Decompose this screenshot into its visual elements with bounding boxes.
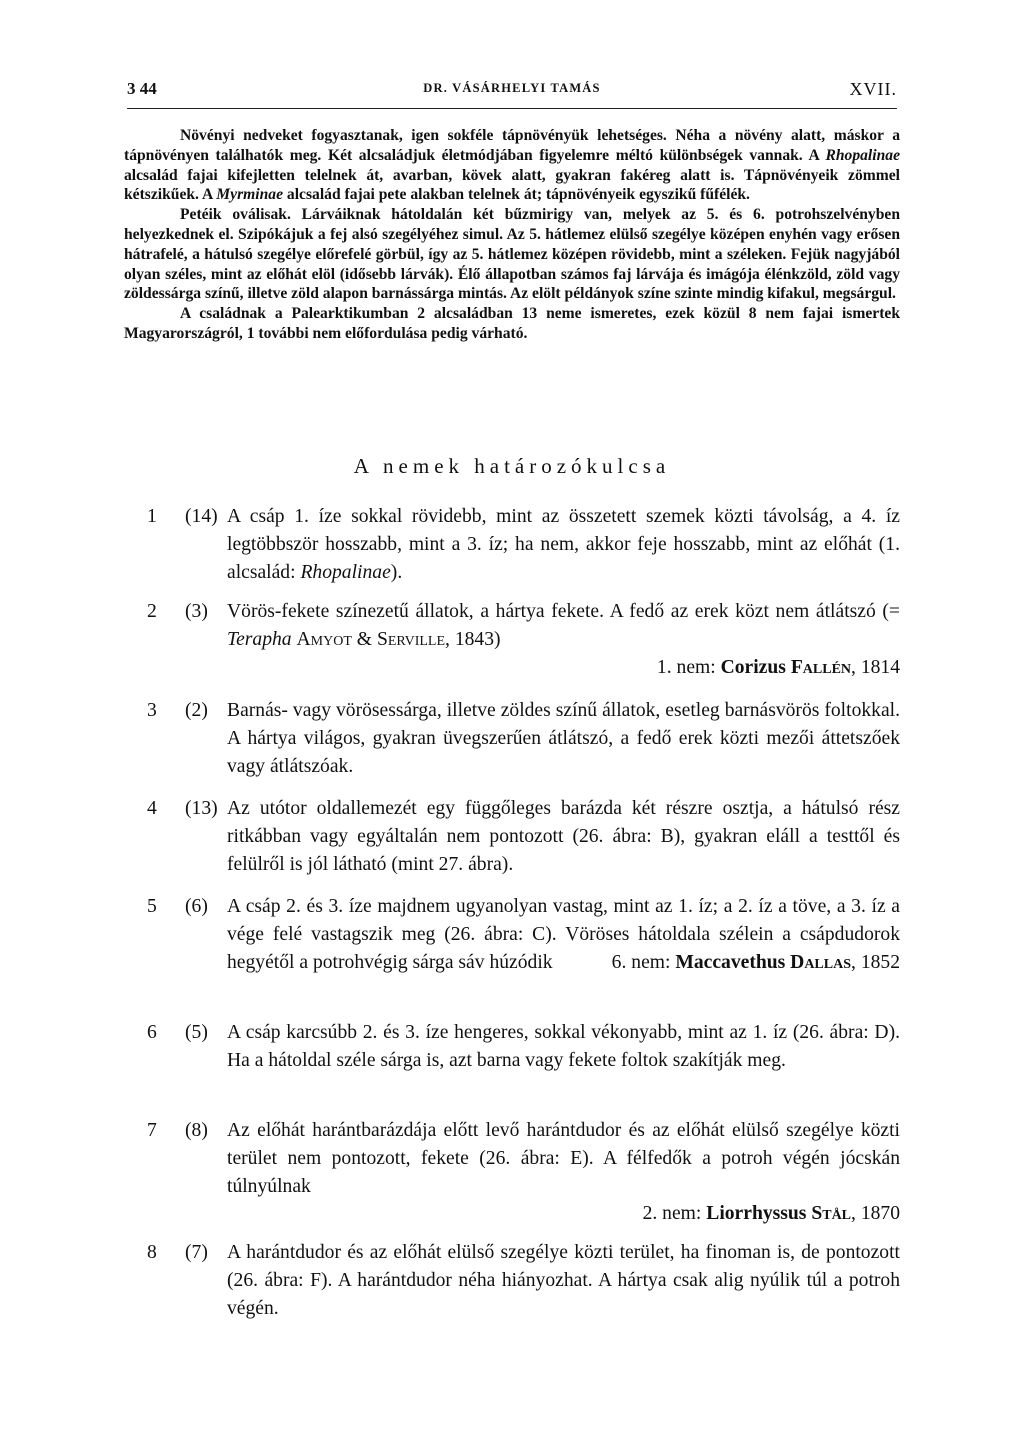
couplet-text: Barnás- vagy vörösessárga, illetve zöldes színű állatok, esetleg barnásvörös foltokkal. A hártya világos, gyakran üvegszerűen átlátszó, a fedő erek közti mezői áttetszőek vagy átlátszóak. <box>227 700 900 777</box>
taxon-myrminae: Myrminae <box>216 186 284 204</box>
couplet-reference: (3) <box>185 601 208 622</box>
key-couplet-8 <box>124 1239 900 1322</box>
couplet-text: A csáp 1. íze sokkal rövidebb, mint az összetett szemek közti távolság, a 4. íz legtöbbször hosszabb, mint a 3. íz; ha nem, akkor feje hosszabb, mint az előhát (1. alcsalád: Rhopalinae). <box>227 506 900 583</box>
key-couplet-5 <box>124 893 900 976</box>
couplet-number: 7 <box>147 1120 157 1141</box>
couplet-text: Az utótor oldallemezét egy függőleges barázda két részre osztja, a hátulsó rész ritkábban vagy egyáltalán nem pontozott (26. ábra: B), gyakran eláll a testtől és felülről is jól látható (mint 27. ábra). <box>227 798 900 875</box>
running-head <box>127 77 897 103</box>
page-number: 3 44 <box>127 79 157 98</box>
running-head-author: DR. VÁSÁRHELYI TAMÁS <box>423 81 601 95</box>
couplet-text: A csáp karcsúbb 2. és 3. íze hengeres, sokkal vékonyabb, mint az 1. íz (26. ábra: D). Ha a hátoldal széle sárga is, azt barna vagy fekete foltok szakítják meg. <box>227 1022 900 1071</box>
intro-paragraph-3: A családnak a Palearktikumban 2 alcsaládban 13 neme ismeretes, ezek közül 8 nem fajai ismertek Magyarországról, 1 további nem előfordulása pedig várható. <box>124 305 900 342</box>
genus-name: 6. nem: Maccavethus Dallas, 1852 <box>611 951 900 973</box>
couplet-number: 3 <box>147 700 157 721</box>
taxon-rhopalinae: Rhopalinae <box>825 146 900 164</box>
genus-name: 1. nem: Corizus Fallén, 1814 <box>656 656 900 678</box>
intro-paragraph-1: Növényi nedveket fogyasztanak, igen sokféle tápnövényük lehetséges. Néha a növény alatt, máskor a tápnövényen találhatók meg. Két alcsaládjuk életmódjában figyelemre méltó különbségek vannak. A Rhopalinae alcsalád fajai kifejletten telelnek át, avarban, kövek alatt, gyakran fakéreg alatt is. Tápnövényeik zömmel kétszikűek. A Myrminae alcsalád fajai pete alakban telelnek át; tápnövényeik egyszikű fűfélék. <box>124 127 900 204</box>
key-couplet-2 <box>124 598 900 681</box>
couplet-reference: (13) <box>185 798 218 819</box>
couplet-number: 4 <box>147 798 157 819</box>
key-couplet-7 <box>124 1117 900 1228</box>
couplet-number: 1 <box>147 506 157 527</box>
volume-number: XVII. <box>849 79 897 99</box>
couplet-reference: (5) <box>185 1022 208 1043</box>
couplet-text: Az előhát harántbarázdája előtt levő harántdudor és az előhát elülső szegélye közti terület nem pontozott, fekete (26. ábra: E). A félfedők a potroh végén jócskán túlnyúlnak 2. nem: Liorrhyssus Stål, 1870 <box>227 1117 900 1228</box>
key-title: A nemek határozókulcsa <box>353 454 671 478</box>
couplet-text: A harántdudor és az előhát elülső szegélye közti terület, ha finoman is, de pontozott (26. ábra: F). A harántdudor néha hiányozhat. A hártya csak alig nyúlik túl a potroh végén. <box>227 1242 900 1319</box>
couplet-number: 5 <box>147 896 157 917</box>
genus-name: 2. nem: Liorrhyssus Stål, 1870 <box>642 1203 900 1225</box>
couplet-number: 2 <box>147 601 157 622</box>
key-couplet-3 <box>124 697 900 780</box>
couplet-reference: (6) <box>185 896 208 917</box>
couplet-text: Vörös-fekete színezetű állatok, a hártya fekete. A fedő az erek közt nem átlátszó (= Terapha Amyot & Serville, 1843) 1. nem: Corizus Fallén, 1814 <box>227 598 900 681</box>
header-rule <box>127 108 897 109</box>
couplet-reference: (2) <box>185 700 208 721</box>
key-couplet-6 <box>124 1019 900 1075</box>
intro-text <box>124 126 900 344</box>
key-couplet-4 <box>124 795 900 878</box>
couplet-reference: (14) <box>185 506 218 527</box>
couplet-number: 6 <box>147 1022 157 1043</box>
intro-paragraph-2: Petéik oválisak. Lárváiknak hátoldalán két bűzmirigy van, melyek az 5. és 6. potrohszelvényben helyezkednek el. Szipókájuk a fej alsó szegélyéhez simul. Az 5. hátlemez elülső szegélye középen enyhén vagy erősen hátrafelé, a hátulsó szegélye előrefelé görbül, így az 5. hátlemez középen rövidebb, mint a széleken. Fejük nagyjából olyan széles, mint az előhát elöl (idősebb lárvák). Élő állapotban számos faj lárvája és imágója élénkzöld, zöld vagy zöldessárga színű, illetve zöld alapon barnássárga mintás. Az elölt példányok színe szinte mindig kifakul, megsárgul. <box>124 206 900 303</box>
couplet-reference: (8) <box>185 1120 208 1141</box>
couplet-number: 8 <box>147 1242 157 1263</box>
couplet-reference: (7) <box>185 1242 208 1263</box>
couplet-text: A csáp 2. és 3. íze majdnem ugyanolyan vastag, mint az 1. íz; a 2. íz a töve, a 3. íz a vége felé vastagszik meg (26. ábra: C). Vöröses hátoldala szélein a csápdudorok hegyétől a potrohvégig sárga sáv húzódik 6. nem: Maccavethus Dallas, 1852 <box>227 893 900 976</box>
key-couplet-1 <box>124 503 900 586</box>
